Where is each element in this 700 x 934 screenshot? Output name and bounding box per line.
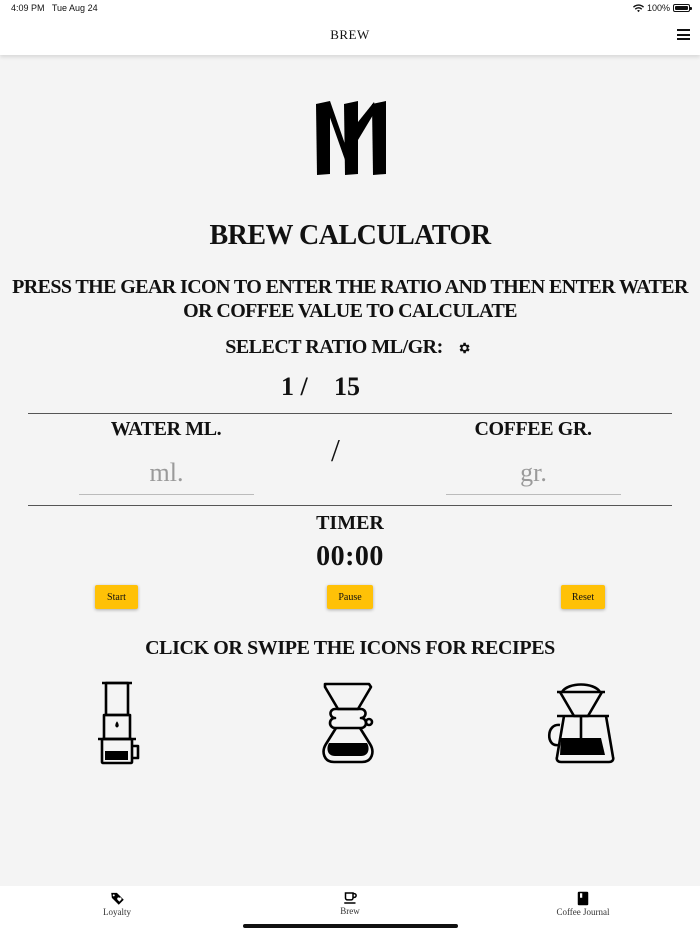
tag-heart-icon (110, 891, 125, 906)
status-date: Tue Aug 24 (51, 3, 98, 13)
wifi-icon (633, 4, 644, 13)
battery-percent: 100% (646, 3, 670, 13)
tab-loyalty-label: Loyalty (103, 907, 131, 917)
pour-over-icon[interactable] (540, 680, 622, 766)
tab-brew-label: Brew (340, 906, 360, 916)
tab-brew[interactable] (330, 891, 370, 916)
aeropress-icon[interactable] (96, 680, 142, 766)
coffee-label: COFFEE GR. (474, 418, 592, 440)
journal-book-icon (577, 891, 589, 906)
top-bar (0, 0, 700, 55)
tab-loyalty[interactable] (96, 891, 138, 917)
calculator-title: BREW CALCULATOR (209, 220, 491, 251)
input-separator: / (331, 432, 340, 468)
divider-bottom (28, 505, 672, 506)
timer-display: 00:00 (316, 541, 384, 572)
ratio-coffee-value[interactable]: 15 (334, 372, 360, 401)
pause-button[interactable]: Pause (327, 585, 373, 609)
water-input[interactable] (79, 452, 254, 495)
status-indicators (633, 3, 690, 13)
ratio-label-text: SELECT RATIO ML/GR: (225, 336, 443, 358)
reset-button[interactable]: Reset (561, 585, 605, 609)
gear-icon[interactable] (457, 341, 471, 355)
ratio-water-value[interactable]: 1 / (281, 372, 308, 401)
instructions-text: PRESS THE GEAR ICON TO ENTER THE RATIO AND THEN ENTER WATER OR COFFEE VALUE TO CALCULATE (12, 276, 688, 322)
hamburger-menu-icon[interactable] (677, 29, 690, 40)
status-time (11, 3, 98, 13)
coffee-cup-icon (343, 891, 358, 905)
timer-label: TIMER (316, 512, 384, 534)
ratio-label (0, 336, 700, 359)
page-title: BREW (330, 27, 370, 42)
tab-coffee-journal-label: Coffee Journal (556, 907, 610, 917)
coffee-input[interactable] (446, 452, 621, 495)
water-label: WATER ML. (110, 418, 222, 440)
start-button[interactable]: Start (95, 585, 138, 609)
brand-logo-icon (314, 100, 388, 176)
tab-coffee-journal[interactable] (548, 891, 618, 917)
battery-icon (673, 4, 690, 12)
home-indicator (243, 924, 458, 928)
recipes-heading: CLICK OR SWIPE THE ICONS FOR RECIPES (145, 637, 555, 659)
chemex-icon[interactable] (315, 680, 381, 766)
status-clock: 4:09 PM (11, 3, 45, 13)
divider-top (28, 413, 672, 414)
